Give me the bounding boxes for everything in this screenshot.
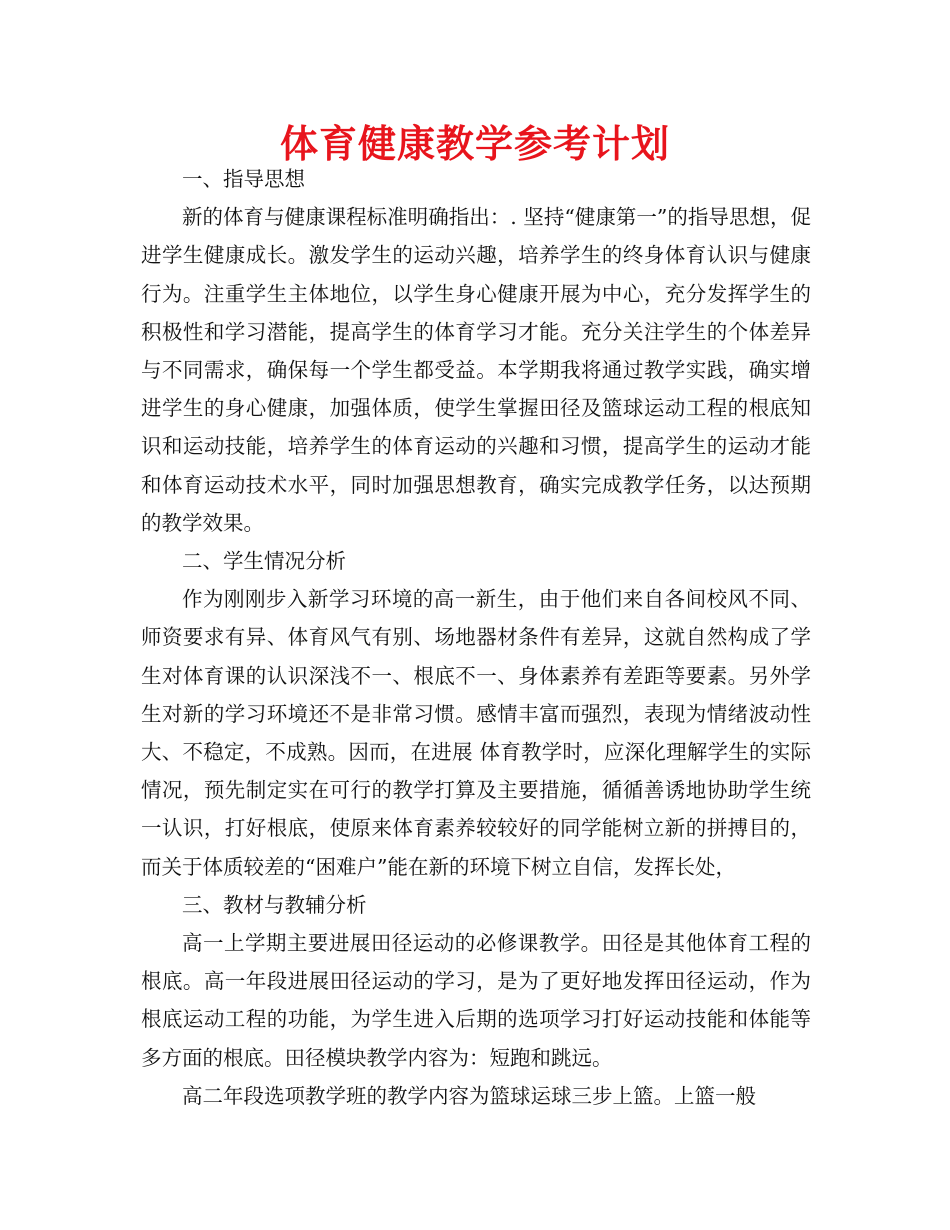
paragraph-student-analysis: 作为刚刚步入新学习环境的高一新生，由于他们来自各间校风不同、师资要求有异、体育风气有别、场地器材条件有差异，这就自然构成了学生对体育课的认识深浅不一、根底不一、身体素养有差距等要素。另外学生对新的学习环境还不是非常习惯。感情丰富而强烈，表现为情绪波动性大、不稳定，不成熟。因而，在进展 体育教学时，应深化理解学生的实际情况，预先制定实在可行的教学打算及主要措施，循循善诱地协助学生统一认识，打好根底，使原来体育素养较较好的同学能树立新的拼搏目的，而关于体质较差的“困难户”能在新的环境下树立自信，发挥长处，: [141, 587, 811, 879]
document-body: [141, 160, 811, 1115]
paragraph-materials-analysis: 高一上学期主要进展田径运动的必修课教学。田径是其他体育工程的根底。高一年段进展田径运动的学习，是为了更好地发挥田径运动，作为根底运动工程的功能，为学生进入后期的选项学习打好运动技能和体能等多方面的根底。田径模块教学内容为：短跑和跳远。: [141, 931, 811, 1070]
section-heading-student-analysis: 二、学生情况分析: [182, 549, 346, 574]
section-heading-materials-analysis: 三、教材与教辅分析: [182, 892, 367, 917]
section-heading-guiding-ideology: 一、指导思想: [182, 167, 305, 191]
paragraph-grade-two-options: 高二年段选项教学班的教学内容为篮球运球三步上篮。上篮一般: [182, 1083, 756, 1108]
document-title: 体育健康教学参考计划: [279, 122, 670, 166]
paragraph-guiding-ideology: 新的体育与健康课程标准明确指出：. 坚持“健康第一”的指导思想，促进学生健康成长。激发学生的运动兴趣，培养学生的终身体育认识与健康行为。注重学生主体地位，以学生身心健康开展为中心，充分发挥学生的积极性和学习潜能，提高学生的体育学习才能。充分关注学生的个体差异与不同需求，确保每一个学生都受益。本学期我将通过教学实践，确实增进学生的身心健康，加强体质，使学生掌握田径及篮球运动工程的根底知识和运动技能，培养学生的体育运动的兴趣和习惯，提高学生的运动才能和体育运动技术水平，同时加强思想教育，确实完成教学任务，以达预期的教学效果。: [141, 205, 811, 535]
